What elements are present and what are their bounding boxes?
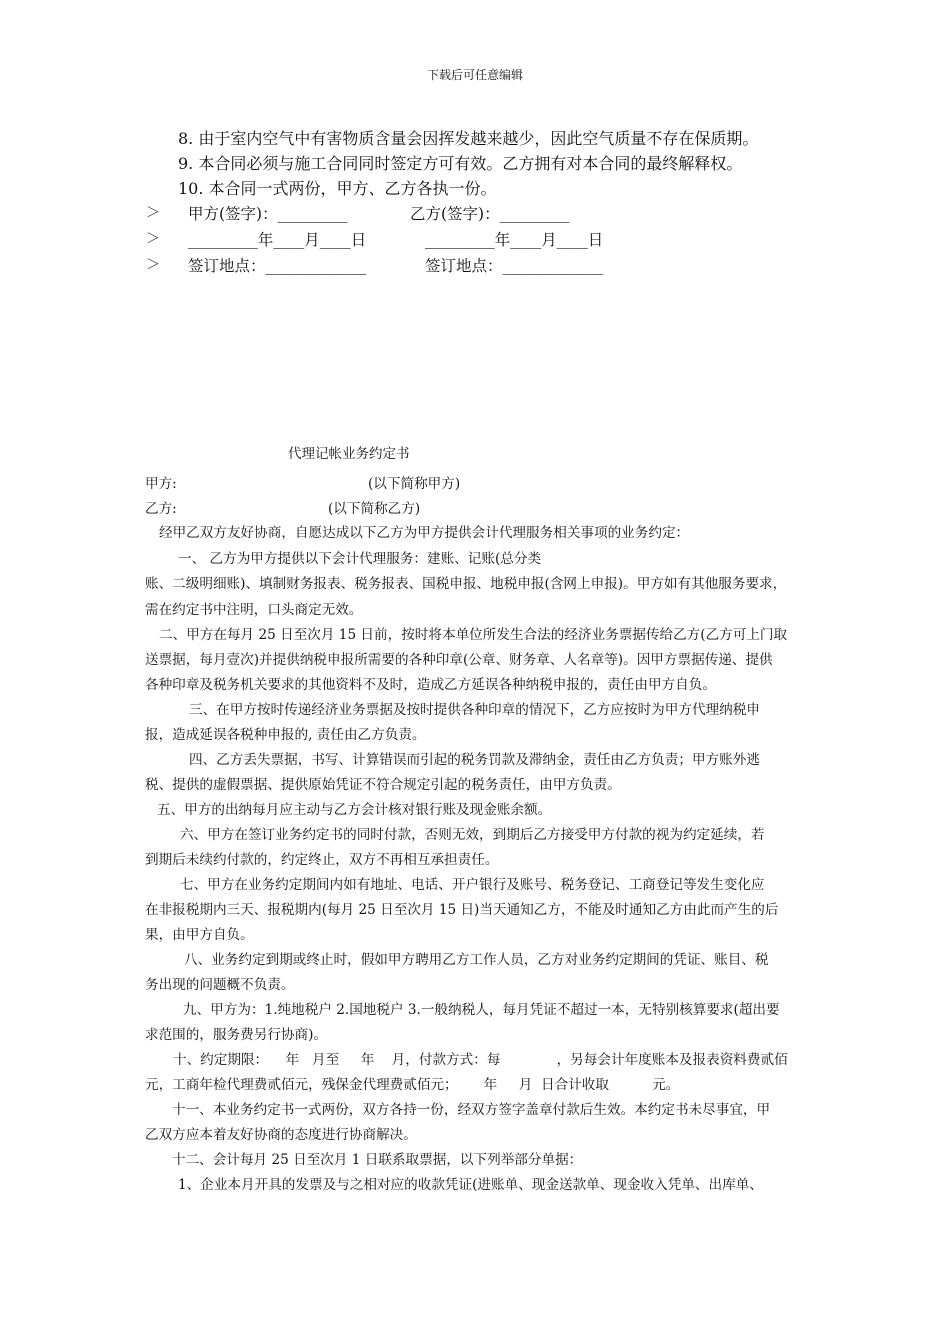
bullet-arrow-icon: ＞ [146, 205, 160, 221]
party-a-signature: 甲方(签字)：_________ [188, 205, 348, 223]
clause-7-line-1: 七、甲方在业务约定期间内如有地址、电话、开户银行及账号、税务登记、工商登记等发生变化应 [180, 877, 765, 893]
clause-11-line-1: 十一、本业务约定书一式两份，双方各持一份，经双方签字盖章付款后生效。本约定书未尽事宜，甲 [172, 1102, 771, 1118]
party-b-place: 签订地点：_____________ [425, 257, 604, 275]
party-b-note: (以下简称乙方) [328, 501, 421, 517]
party-a-label: 甲方: [145, 476, 177, 492]
party-a-note: (以下简称甲方) [368, 476, 461, 492]
party-a-date: _________年____月____日 [188, 231, 367, 249]
clause-3-line-1: 三、在甲方按时传递经济业务票据及按时提供各种印章的情况下，乙方应按时为甲方代理纳税申 [189, 702, 760, 718]
clause-3-line-2: 报，造成延误各税种申报的, 责任由乙方负责。 [145, 727, 426, 743]
clause-9-line-1: 九、甲方为：1.纯地税户 2.国地税户 3.一般纳税人，每月凭证不超过一本，无特别核算要求(超出要 [183, 1002, 780, 1018]
clause-4-line-2: 税、提供的虚假票据、提供原始凭证不符合规定引起的税务责任，由甲方负责。 [145, 777, 621, 793]
clause-11-line-2: 乙双方应本着友好协商的态度进行协商解决。 [145, 1127, 417, 1143]
party-a-place: 签订地点：_____________ [188, 257, 367, 275]
clause-6-line-1: 六、甲方在签订业务约定书的同时付款，否则无效，到期后乙方接受甲方付款的视为约定延续，若 [180, 827, 765, 843]
clause-2-line-1: 二、甲方在每月 25 日至次月 15 日前，按时将本单位所发生合法的经济业务票据传给乙方(乙方可上门取 [159, 627, 788, 643]
clause-1-line-2: 账、二级明细账)、填制财务报表、税务报表、国税申报、地税申报(含网上申报)。甲方如有其他服务要求， [145, 576, 787, 592]
clause-10-line-2: 元，工商年检代理费贰佰元，残保金代理费贰佰元； 年 月 日合计收取 元。 [145, 1077, 680, 1093]
clause-10-line-1: 十、约定期限： 年 月至 年 月，付款方式：每 ，另每会计年度账本及报表资料费贰佰 [173, 1052, 788, 1068]
clause-4-line-1: 四、乙方丢失票据，书写、计算错误而引起的税务罚款及滞纳金，责任由乙方负责；甲方账外逃 [189, 752, 760, 768]
clause-9-line-2: 求范围的，服务费另行协商)。 [145, 1027, 328, 1043]
clause-12-item-1: 1、企业本月开具的发票及与之相对应的收款凭证(进账单、现金送款单、现金收入凭单、出库单、 [178, 1177, 763, 1193]
clause-5: 五、甲方的出纳每月应主动与乙方会计核对银行账及现金账余额。 [157, 802, 552, 818]
term-8: 8. 由于室内空气中有害物质含量会因挥发越来越少，因此空气质量不存在保质期。 [178, 129, 759, 148]
bullet-arrow-icon: ＞ [146, 257, 160, 273]
clause-1-line-1: 一、 乙方为甲方提供以下会计代理服务：建账、记账(总分类 [178, 551, 542, 567]
bullet-arrow-icon: ＞ [146, 231, 160, 247]
party-b-signature: 乙方(签字)：_________ [410, 205, 570, 223]
party-b-label: 乙方: [145, 501, 177, 517]
doc-title: 代理记帐业务约定书 [288, 446, 410, 462]
clause-7-line-2: 在非报税期内三天、报税期内(每月 25 日至次月 15 日)当天通知乙方，不能及时通知乙方由此而产生的后 [145, 902, 779, 918]
term-9: 9. 本合同必须与施工合同同时签定方可有效。乙方拥有对本合同的最终解释权。 [178, 154, 743, 173]
clause-6-line-2: 到期后未续约付款的，约定终止，双方不再相互承担责任。 [145, 852, 499, 868]
clause-2-line-3: 各种印章及税务机关要求的其他资料不及时，造成乙方延误各种纳税申报的，责任由甲方自负。 [145, 677, 716, 693]
clause-1-line-3: 需在约定书中注明，口头商定无效。 [145, 602, 363, 618]
clause-12: 十二、会计每月 25 日至次月 1 日联系取票据，以下列举部分单据： [172, 1152, 583, 1168]
clause-7-line-3: 果，由甲方自负。 [145, 927, 254, 943]
page-header: 下载后可任意编辑 [426, 68, 523, 82]
party-b-date: _________年____月____日 [425, 231, 604, 249]
clause-8-line-1: 八、业务约定到期或终止时，假如甲方聘用乙方工作人员，乙方对业务约定期间的凭证、账目、税 [184, 952, 769, 968]
intro-line: 经甲乙双方友好协商，自愿达成以下乙方为甲方提供会计代理服务相关事项的业务约定： [159, 525, 690, 541]
term-10: 10. 本合同一式两份，甲方、乙方各执一份。 [178, 179, 497, 198]
clause-2-line-2: 送票据，每月壹次)并提供纳税申报所需要的各种印章(公章、财务章、人名章等)。因甲方票据传递、提供 [145, 652, 773, 668]
clause-8-line-2: 务出现的问题概不负责。 [145, 977, 295, 993]
